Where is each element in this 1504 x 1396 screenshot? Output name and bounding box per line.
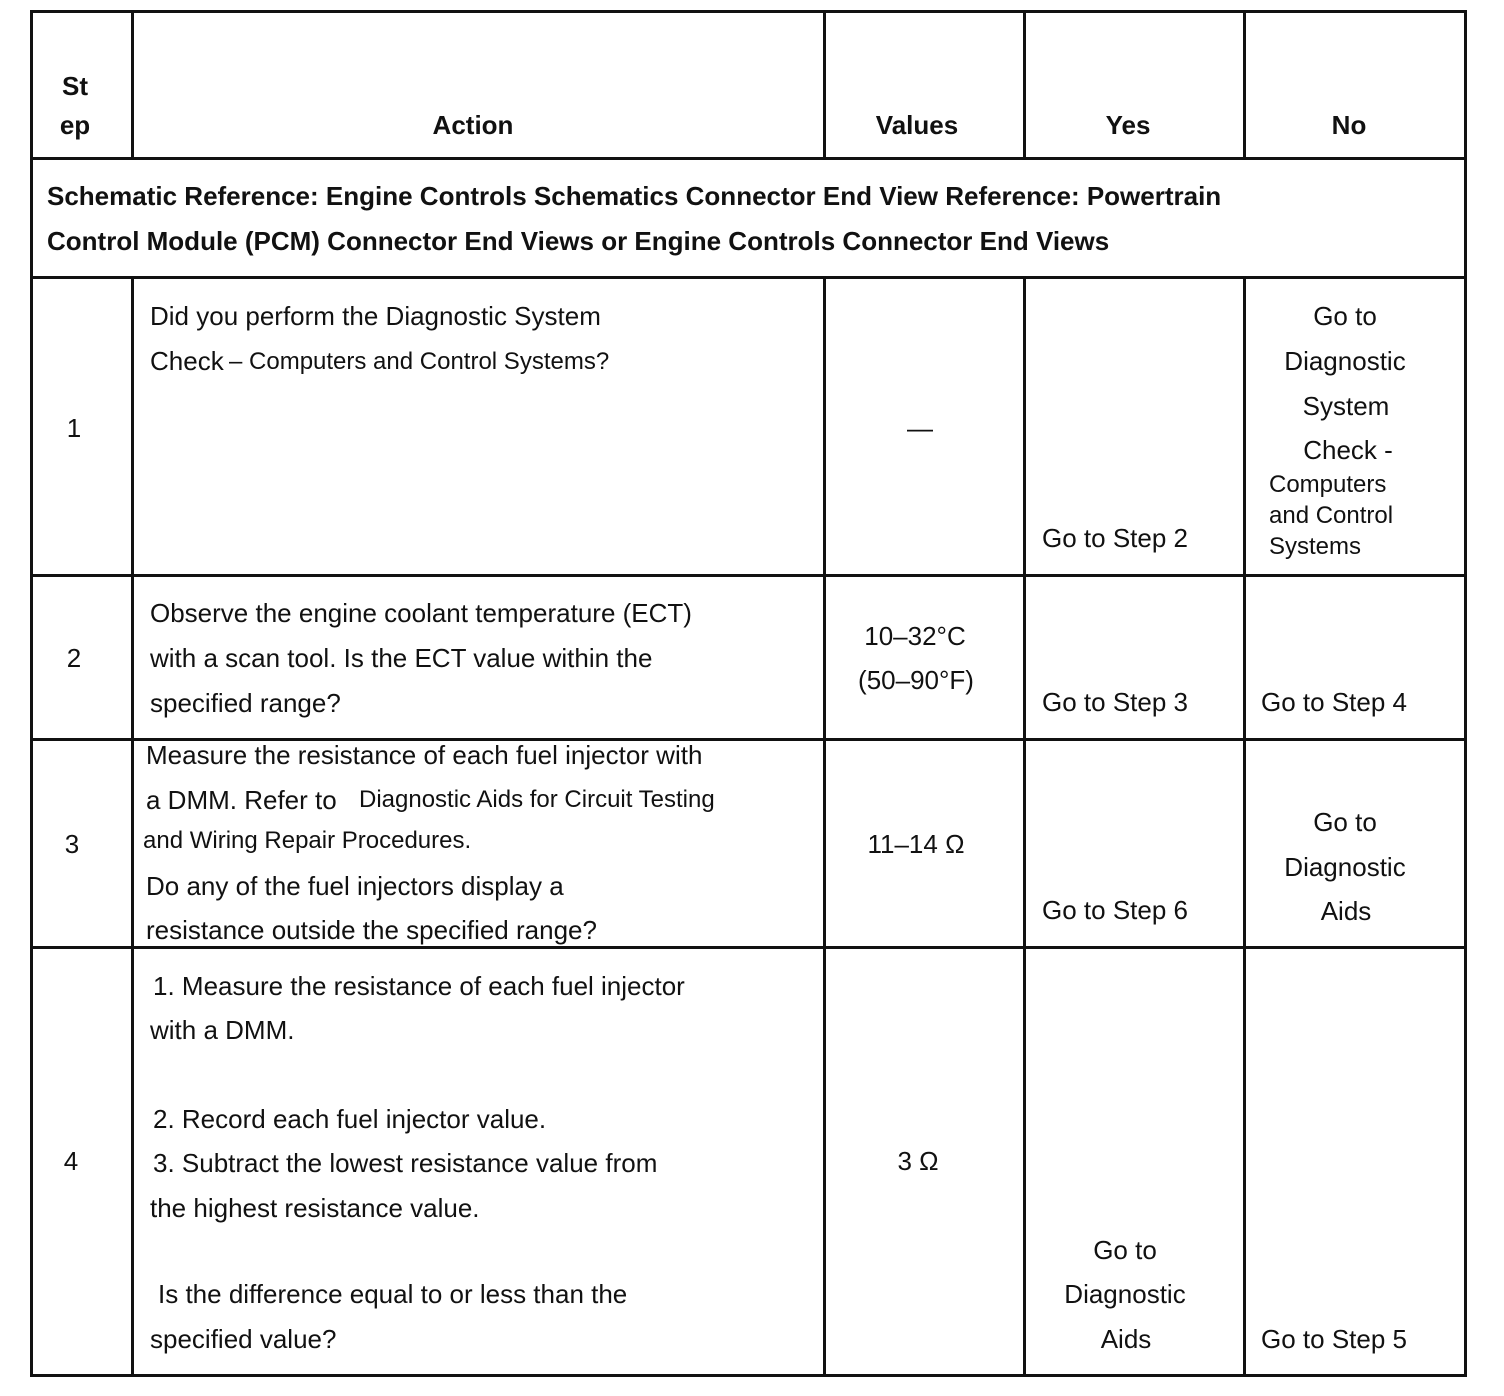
table-border-right — [1464, 10, 1467, 1377]
value-cell-line: (50–90°F) — [858, 665, 974, 695]
action-line: Check — [150, 346, 224, 376]
value-cell: 11–14 Ω — [867, 829, 965, 859]
no-cell-line: Computers — [1269, 471, 1387, 498]
action-line: Is the difference equal to or less than the — [158, 1279, 628, 1309]
col-divider-values — [1023, 276, 1026, 1377]
col-divider-action — [823, 276, 826, 1377]
action-line: Did you perform the Diagnostic System — [150, 301, 601, 331]
table-border-bottom — [30, 1374, 1467, 1377]
action-line: Measure the resistance of each fuel injector with — [146, 740, 703, 770]
step-number: 2 — [66, 643, 82, 673]
no-cell-line: Diagnostic — [1284, 346, 1406, 376]
no-cell-line: Diagnostic — [1284, 852, 1406, 882]
no-cell-line: and Control — [1269, 502, 1394, 529]
no-cell: Go to Step 4 — [1261, 687, 1407, 717]
yes-cell-line: Aids — [1100, 1324, 1152, 1354]
step-number: 3 — [64, 829, 80, 859]
no-cell-line: Systems — [1269, 533, 1362, 560]
action-line: specified value? — [150, 1324, 337, 1354]
reference-divider — [30, 276, 1467, 279]
action-line: Do any of the fuel injectors display a — [146, 871, 564, 901]
action-line: specified range? — [150, 688, 341, 718]
action-line: with a scan tool. Is the ECT value within the — [150, 643, 653, 673]
no-cell: Go to Step 5 — [1261, 1324, 1407, 1354]
header-values: Values — [875, 110, 959, 140]
header-step-line2: ep — [59, 110, 91, 140]
col-divider-step-header — [131, 10, 134, 159]
yes-cell: Go to Step 2 — [1042, 523, 1188, 553]
action-line: Diagnostic Aids for Circuit Testing — [359, 786, 715, 813]
header-divider — [30, 157, 1467, 160]
header-no: No — [1331, 110, 1367, 140]
action-line: Observe the engine coolant temperature (ECT) — [150, 598, 692, 628]
header-yes: Yes — [1105, 110, 1151, 140]
action-line: and Wiring Repair Procedures. — [143, 827, 472, 854]
no-cell-line: Aids — [1320, 896, 1372, 926]
no-cell-line: Check - — [1303, 435, 1393, 465]
row-divider-3 — [30, 946, 1467, 949]
reference-line-1: Schematic Reference: Engine Controls Schematics Connector End View Reference: Powertrain — [47, 181, 1222, 211]
table-border-top — [30, 10, 1467, 13]
col-divider-step — [131, 276, 134, 1377]
yes-cell-line: Diagnostic — [1064, 1279, 1186, 1309]
value-cell: 3 Ω — [897, 1146, 939, 1176]
action-line: 1. Measure the resistance of each fuel injector — [153, 971, 685, 1001]
action-line: a DMM. Refer to — [146, 785, 337, 815]
no-cell-line: Go to — [1313, 301, 1377, 331]
action-line: resistance outside the specified range? — [146, 915, 597, 945]
action-line: with a DMM. — [150, 1015, 295, 1045]
step-number: 1 — [66, 413, 82, 443]
action-line: 2. Record each fuel injector value. — [153, 1104, 547, 1134]
action-line: the highest resistance value. — [150, 1193, 480, 1223]
yes-cell: Go to Step 3 — [1042, 687, 1188, 717]
value-cell-line: 10–32°C — [864, 621, 966, 651]
action-line: – Computers and Control Systems? — [229, 348, 610, 375]
table-border-left — [30, 10, 33, 1377]
row-divider-1 — [30, 574, 1467, 577]
header-step-line1: St — [62, 71, 88, 101]
col-divider-values-header — [1023, 10, 1026, 159]
step-number: 4 — [63, 1146, 79, 1176]
header-action: Action — [432, 110, 514, 140]
no-cell-line: Go to — [1313, 807, 1377, 837]
yes-cell: Go to Step 6 — [1042, 895, 1188, 925]
value-cell: — — [907, 413, 933, 443]
reference-line-2: Control Module (PCM) Connector End Views or Engine Controls Connector End Views — [47, 226, 1110, 256]
yes-cell-line: Go to — [1093, 1235, 1157, 1265]
col-divider-yes — [1243, 276, 1246, 1377]
col-divider-action-header — [823, 10, 826, 159]
col-divider-yes-header — [1243, 10, 1246, 159]
action-line: 3. Subtract the lowest resistance value from — [153, 1148, 658, 1178]
no-cell-line: System — [1302, 391, 1390, 421]
